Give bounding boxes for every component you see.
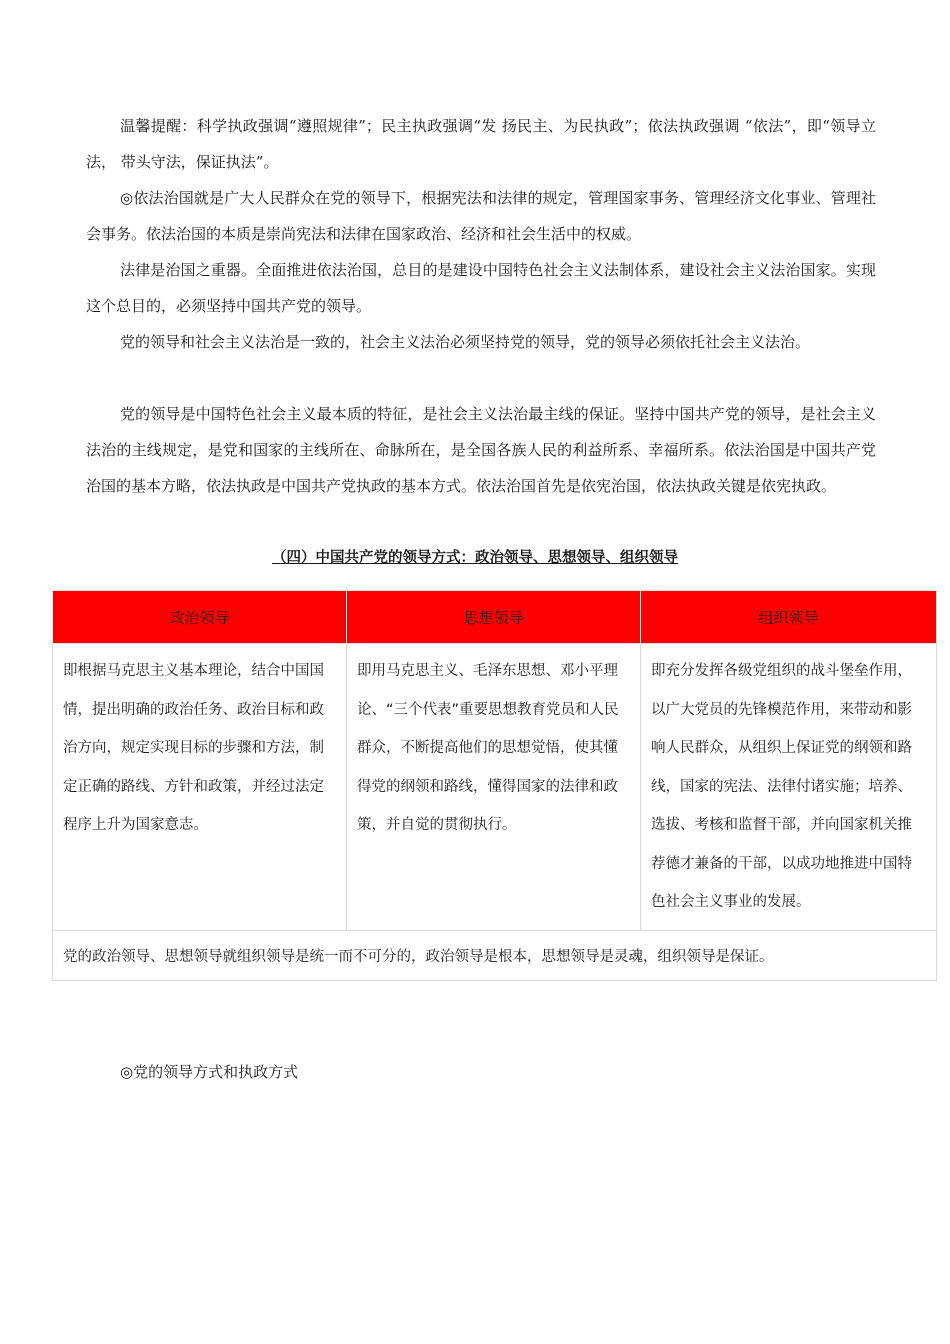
bullet-heading: ◎党的领导方式和执政方式 xyxy=(120,1063,299,1081)
rule-of-law-definition-paragraph: ◎依法治国就是广大人民群众在党的领导下，根据宪法和法律的规定，管理国家事务、管理经济文化事业、管理社会事务。依法治国的本质是崇尚宪法和法律在国家政治、经济和社会生活中的权威。 xyxy=(86,189,876,243)
law-importance-paragraph: 法律是治国之重器。全面推进依法治国，总目的是建设中国特色社会主义法制体系，建设社会主义法治国家。实现这个总目的，必须坚持中国共产党的领导。 xyxy=(86,261,876,315)
cell-organizational-leadership: 即充分发挥各级党组织的战斗堡垒作用，以广大党员的先锋模范作用，来带动和影响人民群众，从组织上保证党的纲领和路线，国家的宪法、法律付诸实施；培养、选拔、考核和监督干部，并向国家机关推荐德才兼备的干部，以成功地推进中国特色社会主义事业的发展。 xyxy=(641,644,937,931)
leadership-table xyxy=(52,590,937,981)
table-summary: 党的政治领导、思想领导就组织领导是统一而不可分的，政治领导是根本，思想领导是灵魂，组织领导是保证。 xyxy=(53,930,937,980)
table-header-row xyxy=(53,591,937,644)
cell-political-leadership: 即根据马克思主义基本理论，结合中国国情，提出明确的政治任务、政治目标和政治方向，规定实现目标的步骤和方法，制定正确的路线、方针和政策，并经过法定程序上升为国家意志。 xyxy=(53,644,347,931)
hint-paragraph: 温馨提醒：科学执政强调“遵照规律”；民主执政强调“发 扬民主、为民执政”；依法执政强调 “依法”，即“领导立法， 带头守法，保证执法”。 xyxy=(86,117,876,171)
header-political-leadership: 政治领导 xyxy=(53,591,347,644)
header-organizational-leadership: 组织领导 xyxy=(641,591,937,644)
table-summary-row xyxy=(53,930,937,980)
section-title: （四）中国共产党的领导方式：政治领导、思想领导、组织领导 xyxy=(272,550,678,566)
party-leadership-paragraph: 党的领导是中国特色社会主义最本质的特征，是社会主义法治最主线的保证。坚持中国共产党的领导，是社会主义法治的主线规定，是党和国家的主线所在、命脉所在，是全国各族人民的利益所系、幸福所系。依法治国是中国共产党治国的基本方略，依法执政是中国共产党执政的基本方式。依法治国首先是依宪治国，依法执政关键是依宪执政。 xyxy=(86,405,876,495)
table-row xyxy=(53,644,937,931)
cell-ideological-leadership: 即用马克思主义、毛泽东思想、邓小平理论、“三个代表”重要思想教育党员和人民群众，不断提高他们的思想觉悟，使其懂得党的纲领和路线，懂得国家的法律和政策，并自觉的贯彻执行。 xyxy=(347,644,641,931)
header-ideological-leadership: 思想领导 xyxy=(347,591,641,644)
party-and-law-paragraph: 党的领导和社会主义法治是一致的，社会主义法治必须坚持党的领导，党的领导必须依托社会主义法治。 xyxy=(120,333,811,351)
